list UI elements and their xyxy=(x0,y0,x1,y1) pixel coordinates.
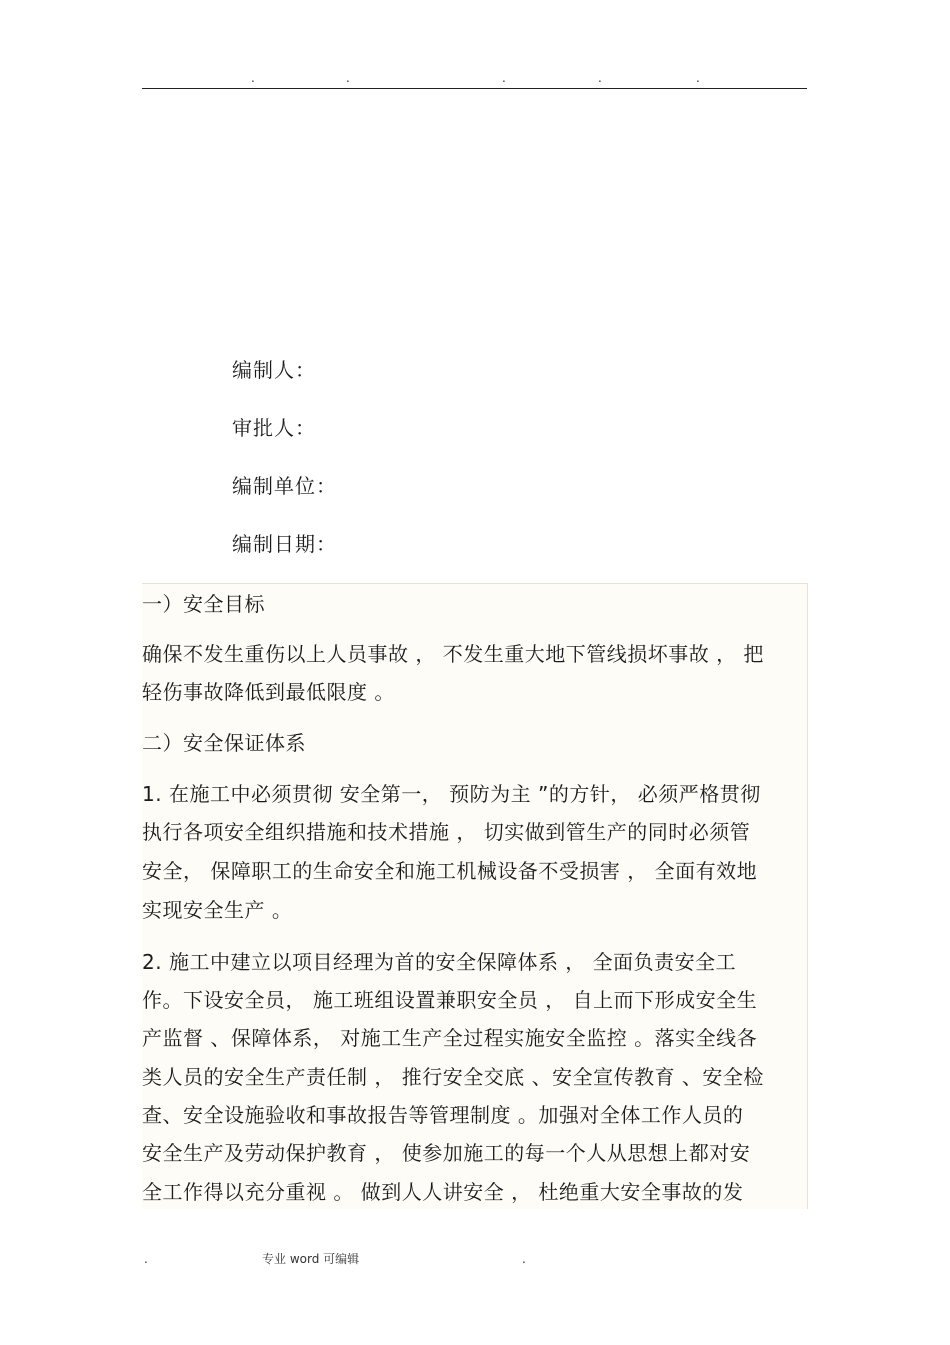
unit-label: 编制单位： xyxy=(232,474,337,498)
paragraph-line: 作。下设安全员， 施工班组设置兼职安全员 ， 自上而下形成安全生 xyxy=(142,988,758,1012)
footer-dot-left: . xyxy=(144,1252,148,1266)
paragraph-line: 产监督 、保障体系， 对施工生产全过程实施安全监控 。落实全线各 xyxy=(142,1026,758,1050)
paragraph-line: 查、安全设施验收和事故报告等管理制度 。加强对全体工作人员的 xyxy=(142,1103,744,1127)
paragraph-line: 1. 在施工中必须贯彻 安全第一， 预防为主 ”的方针， 必须严格贯彻 xyxy=(142,782,761,806)
compiler-label: 编制人： xyxy=(232,358,316,382)
page-footer xyxy=(0,1251,950,1269)
paragraph-line: 执行各项安全组织措施和技术措施 ， 切实做到管生产的同时必须管 xyxy=(142,820,751,844)
paragraph-line: 实现安全生产 。 xyxy=(142,898,293,922)
header-dot: . xyxy=(598,71,602,85)
paragraph-line: 确保不发生重伤以上人员事故 ， 不发生重大地下管线损坏事故 ， 把 xyxy=(142,642,764,666)
paragraph-line: 类人员的安全生产责任制 ， 推行安全交底 、安全宣传教育 、安全检 xyxy=(142,1065,764,1089)
header-dot: . xyxy=(696,71,700,85)
header-dots xyxy=(0,72,950,86)
heading-safety-goal: 一）安全目标 xyxy=(142,592,265,616)
footer-dot-right: . xyxy=(522,1252,526,1266)
header-rule xyxy=(142,88,807,89)
footer-label: 专业 word 可编辑 xyxy=(262,1252,360,1266)
content-section xyxy=(142,583,808,1209)
paragraph-line: 全工作得以充分重视 。 做到人人讲安全 ， 杜绝重大安全事故的发 xyxy=(142,1180,744,1204)
header-dot: . xyxy=(502,71,506,85)
paragraph-line: 轻伤事故降低到最低限度 。 xyxy=(142,680,395,704)
date-label: 编制日期： xyxy=(232,532,337,556)
heading-safety-system: 二）安全保证体系 xyxy=(142,731,306,755)
paragraph-line: 安全生产及劳动保护教育 ， 使参加施工的每一个人从思想上都对安 xyxy=(142,1141,751,1165)
header-dot: . xyxy=(251,71,255,85)
paragraph-line: 2. 施工中建立以项目经理为首的安全保障体系 ， 全面负责安全工 xyxy=(142,950,737,974)
approver-label: 审批人： xyxy=(232,416,316,440)
header-dot: . xyxy=(346,71,350,85)
paragraph-line: 安全， 保障职工的生命安全和施工机械设备不受损害 ， 全面有效地 xyxy=(142,859,758,883)
